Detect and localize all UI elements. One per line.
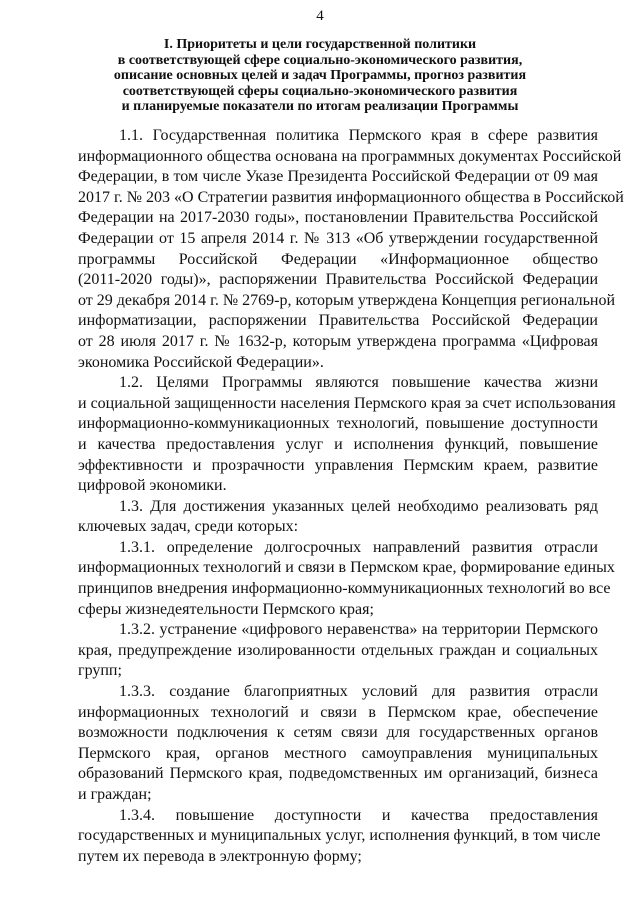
text-line: 1.2. Целями Программы являются повышение качества жизни [119,374,598,392]
text-line: от 29 декабря 2014 г. № 2769-р, которым утверждена Концепция региональной [78,291,616,309]
text-line: Федерации на 2017-2030 годы», постановлении Правительства Российской [78,209,598,227]
text-line: 1.3.4. повышение доступности и качества предоставления [119,806,598,824]
text-line: ключевых задач, среди которых: [78,518,299,536]
heading-line: и планируемые показатели по итогам реализации Программы [121,99,519,114]
heading-line: в соответствующей сфере социально-экономического развития, [117,52,523,68]
paragraph-1-3-2 [78,620,598,682]
text-line: эффективности и прозрачности управления Пермским краем, развитие [78,456,598,474]
text-line: и качества предоставления услуг и исполнения функций, повышение [78,435,598,453]
text-line: экономика Российской Федерации». [78,353,324,371]
text-line: 1.3. Для достижения указанных целей необходимо реализовать ряд [119,497,598,515]
text-line: и социальной защищенности населения Пермского края за счет использования [78,394,616,412]
paragraph-1-3-4 [78,806,601,868]
heading-line: описание основных целей и задач Программы, прогноз развития [113,68,527,83]
text-line: Пермского края, органов местного самоуправления муниципальных [78,744,598,762]
text-line: от 28 июля 2017 г. № 1632-р, которым утверждена программа «Цифровая [78,332,598,350]
text-line: 1.3.2. устранение «цифрового неравенства» на территории Пермского [119,621,598,639]
text-line: информационного общества основана на программных документах Российской [78,147,622,165]
text-line: (2011-2020 годы)», распоряжении Правительства Российской Федерации [78,271,598,289]
text-line: путем их перевода в электронную форму; [78,847,362,865]
text-line: сферы жизнедеятельности Пермского края; [78,600,374,618]
text-line: образований Пермского края, подведомственных им организаций, бизнеса [78,765,598,783]
text-line: Федерации, в том числе Указе Президента Российской Федерации от 09 мая [78,168,598,186]
text-line: групп; [78,662,122,680]
text-line: информационно-коммуникационных технологий, повышение доступности [78,415,598,433]
paragraph-1-3 [78,497,598,538]
text-line: государственных и муниципальных услуг, исполнения функций, в том числе [78,827,601,845]
text-line: принципов внедрения информационно-коммуникационных технологий во все [78,580,611,598]
text-line: и граждан; [78,786,152,803]
text-line: цифровой экономики. [78,477,227,495]
text-line: информационных технологий и связи в Пермском крае, формирование единых [78,559,615,577]
text-line: программы Российской Федерации «Информационное общество [78,250,598,268]
text-line: информационных технологий и связи в Пермском крае, обеспечение [78,703,598,721]
text-line: информатизации, распоряжении Правительства Российской Федерации [78,312,598,330]
paragraph-1-2 [78,373,616,497]
text-line: 1.3.3. создание благоприятных условий для развития отрасли [119,683,598,701]
document-body [78,126,624,867]
paragraph-1-3-3 [78,682,598,806]
text-line: 1.1. Государственная политика Пермского края в сфере развития [119,127,598,144]
text-line: возможности подключения к сетям связи для государственных органов [78,724,598,742]
text-line: 2017 г. № 203 «О Стратегии развития информационного общества в Российской [78,188,624,206]
section-heading [60,37,580,115]
text-line: 1.3.1. определение долгосрочных направлений развития отрасли [119,538,598,556]
paragraph-1-3-1 [78,538,615,620]
text-line: Федерации от 15 апреля 2014 г. № 313 «Об утверждении государственной [78,229,598,247]
heading-line: соответствующей сферы социально-экономического развития [122,83,518,99]
heading-line: I. Приоритеты и цели государственной политики [163,37,477,52]
paragraph-1-1 [78,126,624,373]
text-line: края, предупреждение изолированности отдельных граждан и социальных [78,641,598,659]
page-number: 4 [316,8,324,24]
